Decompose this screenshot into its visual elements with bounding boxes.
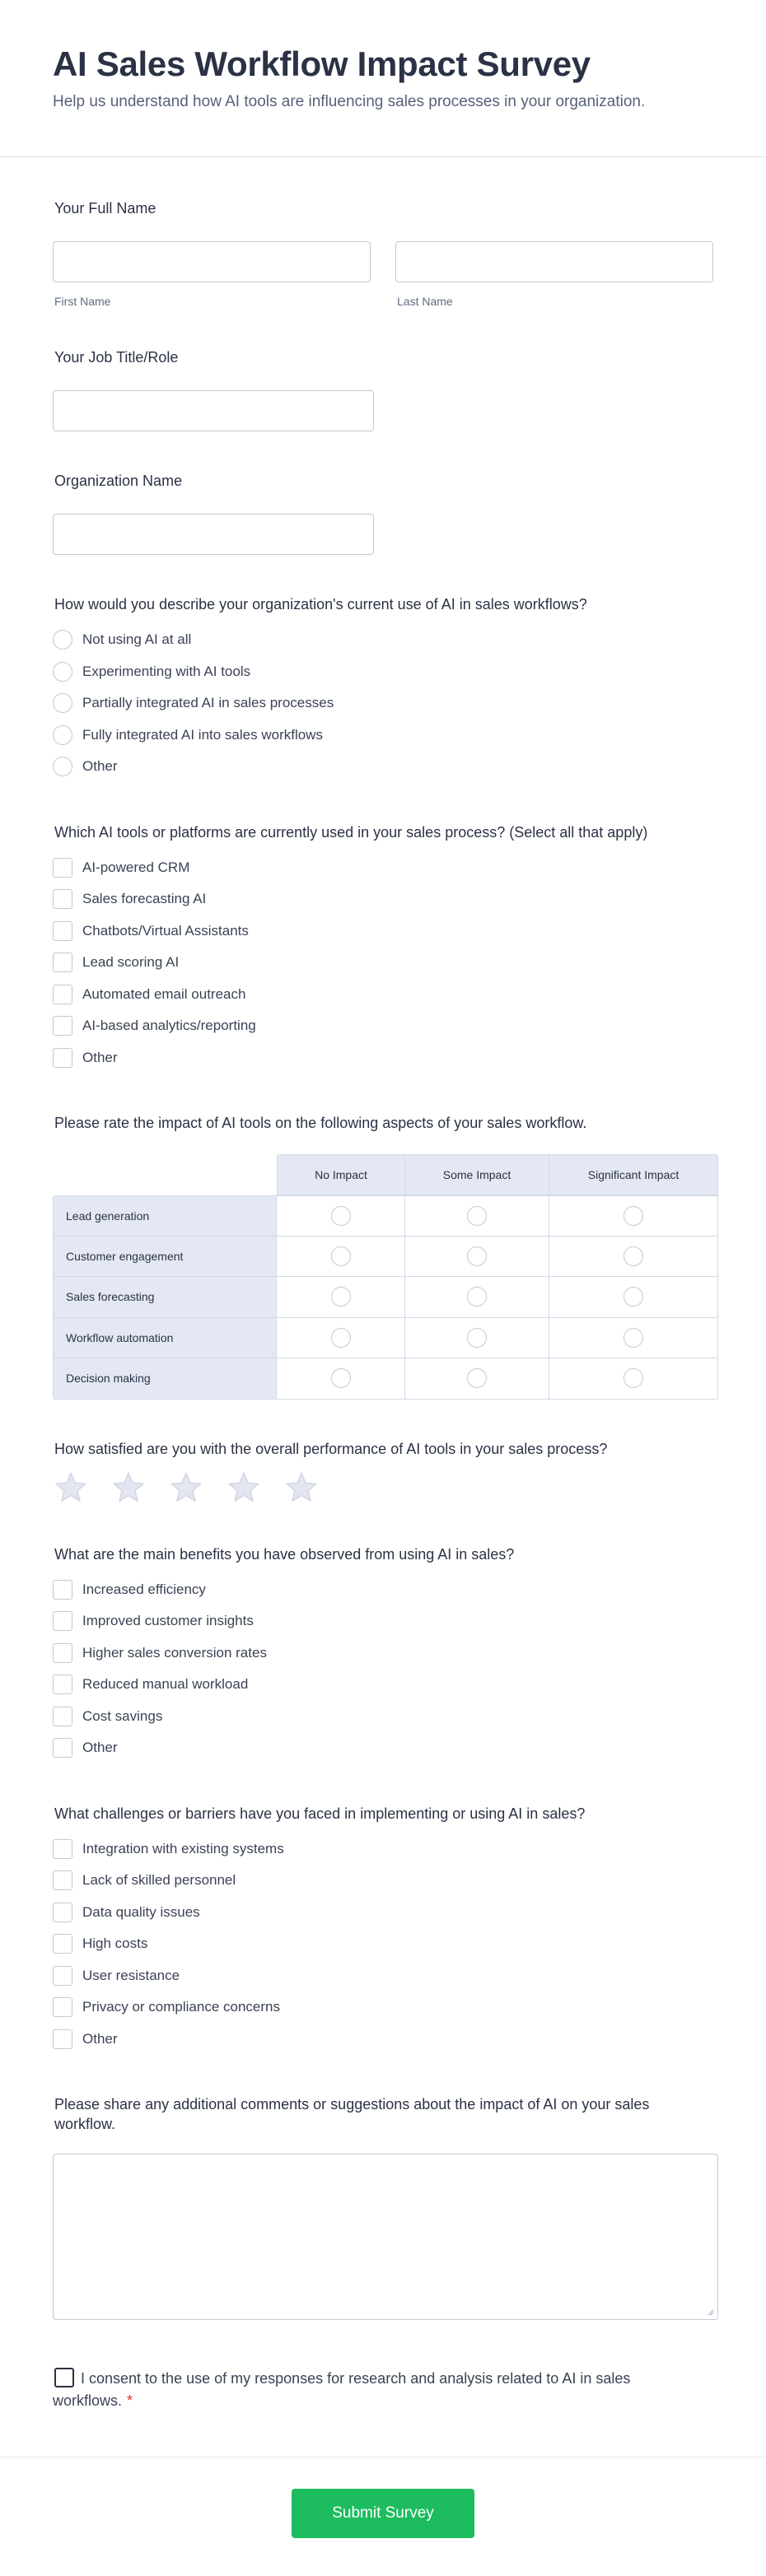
checkbox[interactable] (53, 1016, 72, 1036)
full-name-label: Your Full Name (54, 200, 156, 217)
ai-tools-option[interactable]: AI-based analytics/reporting (53, 1010, 713, 1042)
radio-button[interactable] (53, 757, 72, 776)
benefits-options (53, 1574, 713, 1764)
matrix-radio[interactable] (467, 1206, 487, 1226)
matrix-row-label: Decision making (53, 1358, 277, 1400)
last-name-sublabel: Last Name (397, 295, 453, 308)
ai-usage-label: How would you describe your organization's current use of AI in sales workflows? (54, 596, 587, 613)
checkbox[interactable] (53, 1738, 72, 1758)
checkbox[interactable] (53, 1997, 72, 2017)
matrix-row-label: Sales forecasting (53, 1277, 277, 1318)
checkbox[interactable] (53, 953, 72, 972)
checkbox[interactable] (53, 985, 72, 1004)
matrix-column-header: Some Impact (405, 1154, 549, 1195)
survey-header (0, 0, 766, 157)
checkbox[interactable] (53, 1966, 72, 1986)
challenges-question (53, 1804, 713, 2056)
checkbox[interactable] (53, 1870, 72, 1890)
checkbox[interactable] (53, 1675, 72, 1694)
organization-input[interactable] (53, 514, 374, 555)
impact-matrix (53, 1154, 718, 1400)
satisfaction-question (53, 1439, 713, 1505)
star-rating (53, 1470, 713, 1505)
ai-tools-option[interactable]: Chatbots/Virtual Assistants (53, 915, 713, 948)
matrix-row (53, 1277, 718, 1318)
comments-question (53, 2094, 713, 2320)
challenges-option[interactable]: Privacy or compliance concerns (53, 1991, 713, 2024)
consent-field (53, 2368, 646, 2412)
matrix-radio[interactable] (624, 1287, 643, 1307)
radio-button[interactable] (53, 693, 72, 713)
benefits-option[interactable]: Improved customer insights (53, 1605, 713, 1637)
comments-textarea[interactable] (53, 2154, 718, 2320)
matrix-row (53, 1358, 718, 1400)
ai-usage-option[interactable]: Fully integrated AI into sales workflows (53, 720, 713, 752)
matrix-radio[interactable] (331, 1328, 351, 1348)
ai-usage-options (53, 624, 713, 783)
checkbox[interactable] (53, 1580, 72, 1600)
ai-tools-option[interactable]: AI-powered CRM (53, 852, 713, 884)
page-title: AI Sales Workflow Impact Survey (53, 44, 591, 83)
ai-tools-option[interactable]: Sales forecasting AI (53, 883, 713, 915)
ai-usage-option[interactable]: Partially integrated AI in sales processes (53, 687, 713, 720)
radio-button[interactable] (53, 725, 72, 745)
matrix-row (53, 1318, 718, 1359)
matrix-radio[interactable] (331, 1287, 351, 1307)
checkbox[interactable] (53, 1903, 72, 1922)
ai-usage-option[interactable]: Other (53, 751, 713, 783)
comments-label: Please share any additional comments or suggestions about the impact of AI on your sales workflow. (54, 2096, 650, 2132)
job-title-label: Your Job Title/Role (54, 349, 179, 366)
challenges-option[interactable]: Lack of skilled personnel (53, 1865, 713, 1897)
matrix-radio[interactable] (624, 1206, 643, 1226)
matrix-column-header: No Impact (277, 1154, 405, 1195)
challenges-option[interactable]: User resistance (53, 1960, 713, 1992)
survey-form (0, 198, 766, 2412)
checkbox[interactable] (53, 1611, 72, 1631)
checkbox[interactable] (53, 1934, 72, 1954)
ai-tools-label: Which AI tools or platforms are currently used in your sales process? (Select all that apply) (54, 823, 648, 841)
impact-matrix-question (53, 1113, 713, 1400)
challenges-option[interactable]: Integration with existing systems (53, 1833, 713, 1866)
organization-label: Organization Name (54, 473, 183, 489)
benefits-option[interactable]: Higher sales conversion rates (53, 1637, 713, 1670)
matrix-radio[interactable] (467, 1328, 487, 1348)
star-icon[interactable] (110, 1470, 147, 1505)
checkbox[interactable] (53, 1839, 72, 1859)
challenges-option[interactable]: High costs (53, 1928, 713, 1960)
page-subtitle: Help us understand how AI tools are influencing sales processes in your organization. (53, 93, 646, 110)
star-icon[interactable] (226, 1470, 262, 1505)
matrix-radio[interactable] (624, 1368, 643, 1388)
matrix-row-label: Lead generation (53, 1195, 277, 1237)
challenges-option[interactable]: Data quality issues (53, 1897, 713, 1929)
checkbox[interactable] (53, 921, 72, 941)
challenges-label: What challenges or barriers have you faced in implementing or using AI in sales? (54, 1805, 586, 1822)
form-footer (0, 2457, 766, 2576)
ai-usage-option[interactable]: Experimenting with AI tools (53, 656, 713, 688)
last-name-input[interactable] (395, 241, 713, 282)
matrix-row-label: Workflow automation (53, 1318, 277, 1359)
organization-question (53, 471, 713, 555)
matrix-radio[interactable] (331, 1368, 351, 1388)
star-icon[interactable] (53, 1470, 89, 1505)
full-name-question (53, 198, 713, 308)
checkbox[interactable] (53, 889, 72, 909)
ai-usage-question (53, 594, 713, 783)
challenges-options (53, 1833, 713, 2056)
star-icon[interactable] (283, 1470, 320, 1505)
matrix-radio[interactable] (467, 1368, 487, 1388)
radio-button[interactable] (53, 662, 72, 682)
benefits-option[interactable]: Increased efficiency (53, 1574, 713, 1606)
ai-usage-option[interactable]: Not using AI at all (53, 624, 713, 656)
required-marker: * (127, 2392, 133, 2409)
ai-tools-option[interactable]: Lead scoring AI (53, 947, 713, 979)
radio-button[interactable] (53, 630, 72, 650)
matrix-row (53, 1195, 718, 1237)
ai-tools-option[interactable]: Other (53, 1042, 713, 1074)
matrix-column-header: Significant Impact (549, 1154, 718, 1195)
benefits-option[interactable]: Other (53, 1732, 713, 1764)
matrix-radio[interactable] (624, 1246, 643, 1266)
matrix-row-label: Customer engagement (53, 1237, 277, 1278)
benefits-option[interactable]: Reduced manual workload (53, 1669, 713, 1701)
impact-matrix-label: Please rate the impact of AI tools on the following aspects of your sales workflow. (54, 1115, 587, 1131)
ai-tools-question (53, 822, 713, 1074)
consent-checkbox[interactable] (54, 2368, 74, 2387)
checkbox[interactable] (53, 1643, 72, 1663)
ai-tools-options (53, 852, 713, 1074)
first-name-input[interactable] (53, 241, 371, 282)
star-icon[interactable] (168, 1470, 204, 1505)
job-title-input[interactable] (53, 390, 374, 431)
matrix-radio[interactable] (331, 1246, 351, 1266)
benefits-option[interactable]: Cost savings (53, 1701, 713, 1733)
submit-survey-button[interactable]: Submit Survey (292, 2489, 474, 2538)
checkbox[interactable] (53, 858, 72, 878)
matrix-radio[interactable] (624, 1328, 643, 1348)
resize-handle-icon[interactable] (708, 2309, 714, 2316)
benefits-label: What are the main benefits you have observed from using AI in sales? (54, 1545, 515, 1563)
matrix-row (53, 1237, 718, 1278)
first-name-sublabel: First Name (54, 295, 111, 308)
consent-text: I consent to the use of my responses for research and analysis related to AI in sales workflows. (53, 2370, 631, 2409)
checkbox[interactable] (53, 1048, 72, 1068)
challenges-option[interactable]: Other (53, 2024, 713, 2056)
checkbox[interactable] (53, 1707, 72, 1726)
job-title-question (53, 347, 713, 431)
ai-tools-option[interactable]: Automated email outreach (53, 979, 713, 1011)
satisfaction-label: How satisfied are you with the overall performance of AI tools in your sales process? (54, 1440, 608, 1457)
matrix-radio[interactable] (467, 1287, 487, 1307)
benefits-question (53, 1544, 713, 1764)
matrix-radio[interactable] (331, 1206, 351, 1226)
matrix-radio[interactable] (467, 1246, 487, 1266)
checkbox[interactable] (53, 2029, 72, 2049)
